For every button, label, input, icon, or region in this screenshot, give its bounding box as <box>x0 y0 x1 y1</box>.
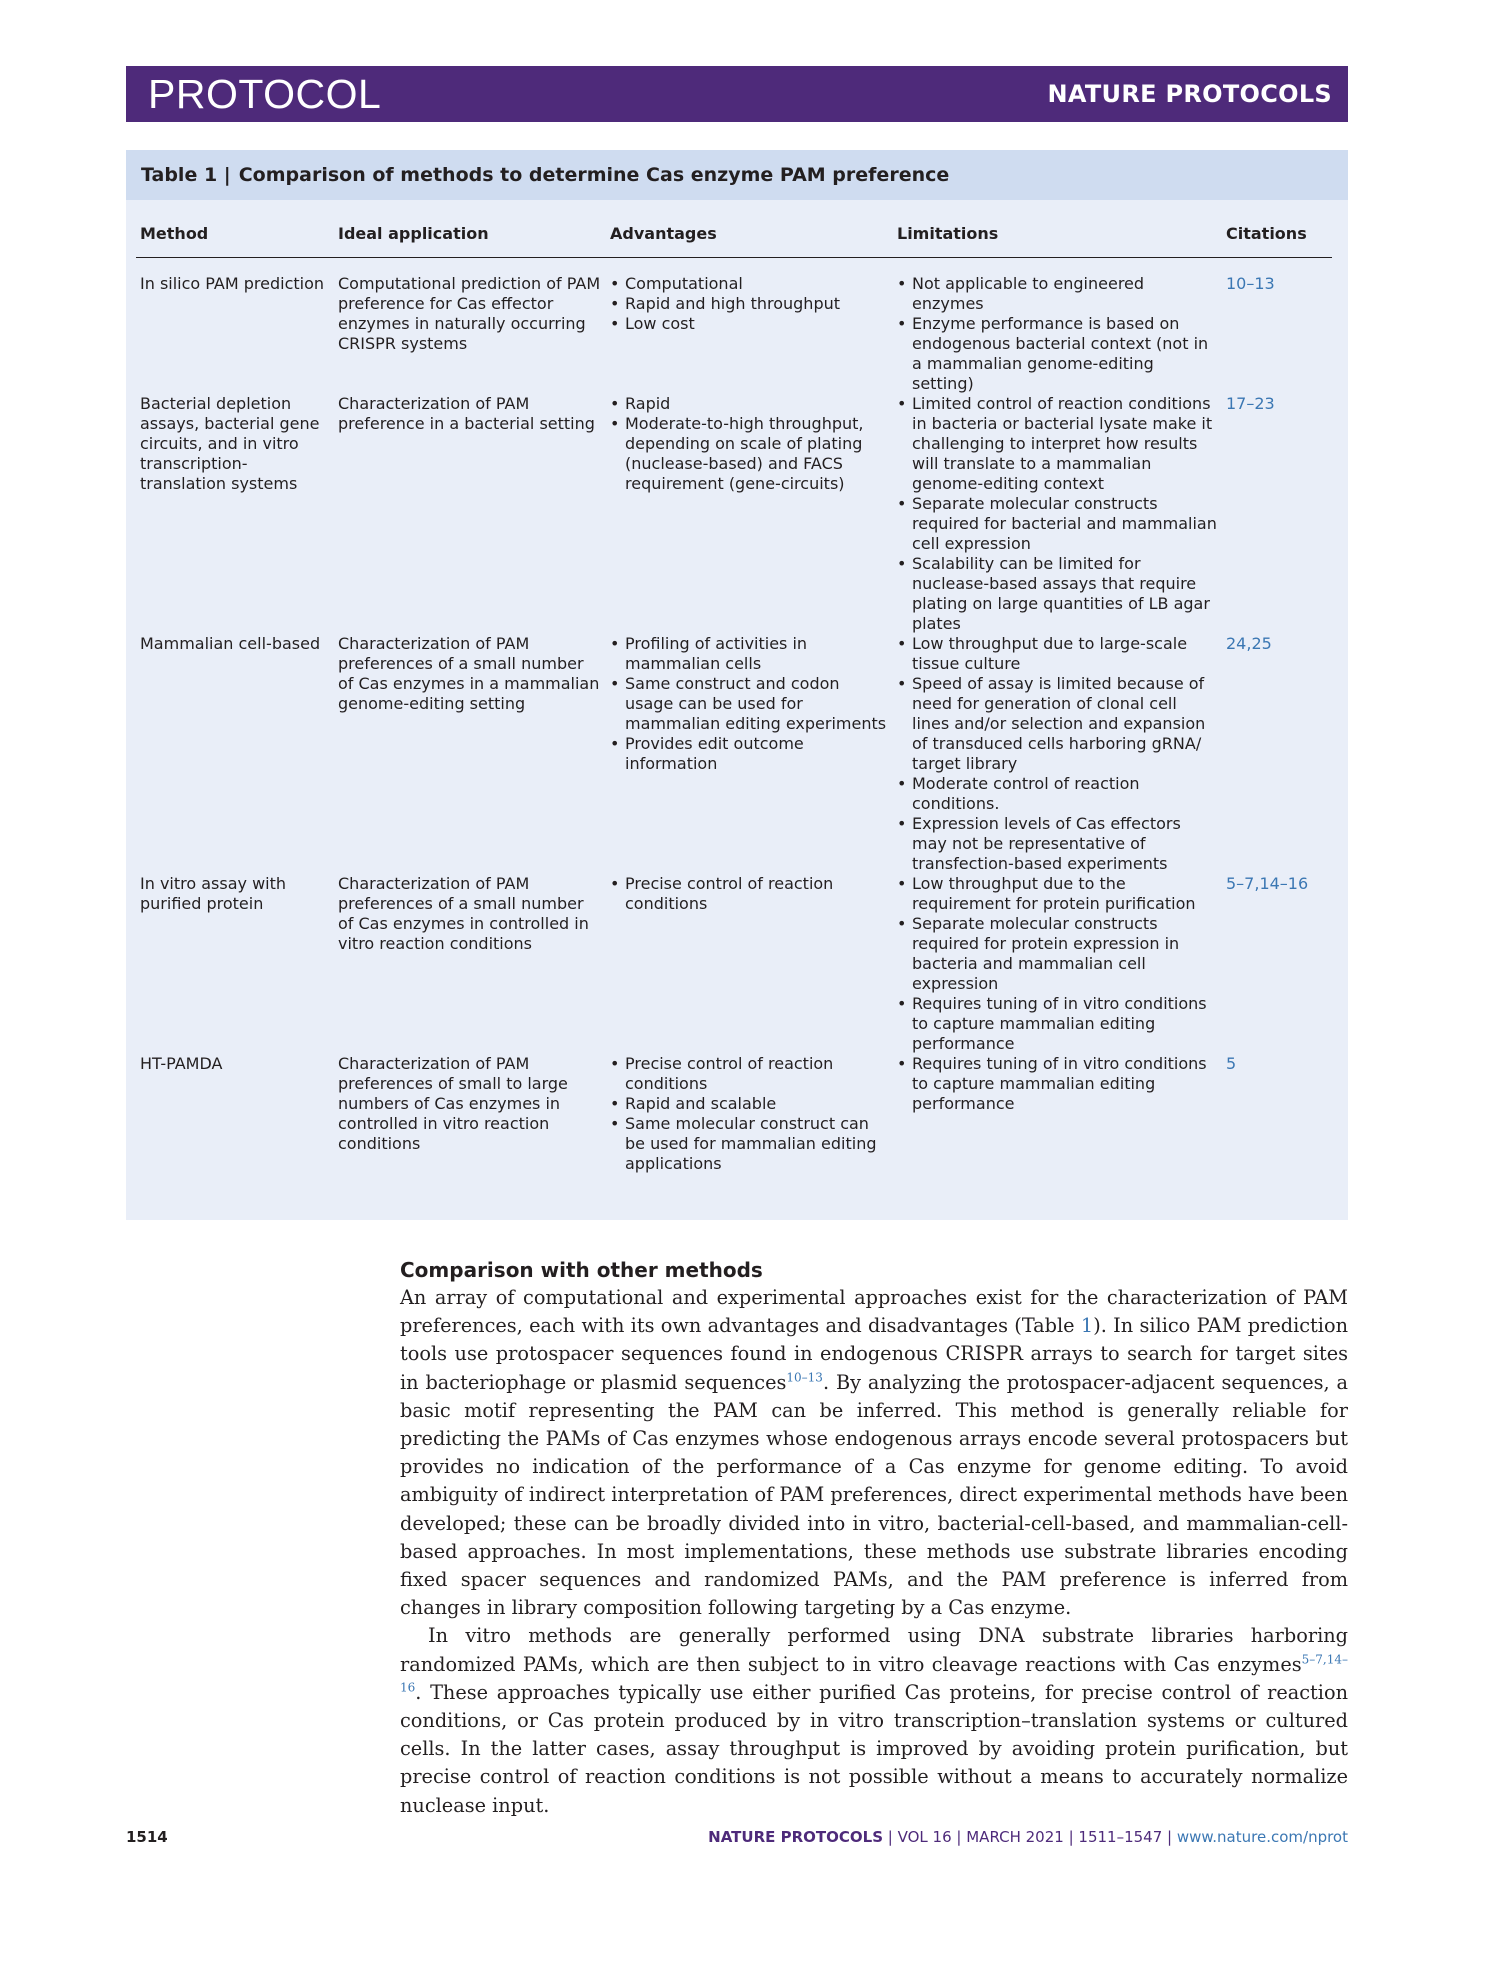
footer-volume: VOL 16 <box>897 1828 952 1846</box>
advantages-cell <box>606 1054 893 1174</box>
advantages-cell <box>606 874 893 1054</box>
limitations-list <box>897 274 1218 394</box>
table-row <box>136 634 1332 874</box>
column-header: Ideal application <box>334 200 606 258</box>
column-header: Citations <box>1222 200 1332 258</box>
bullet-item: • Precise control of reaction conditions <box>610 874 889 914</box>
table-caption-text: Comparison of methods to determine Cas enzyme PAM preference <box>238 164 950 186</box>
limitations-cell <box>893 394 1222 634</box>
text-run: ). In silico PAM prediction tools use protospacer sequences found in endogenous CRISPR arrays to search for target sites in bacteriophage or plasmid sequences <box>400 1314 1348 1394</box>
method-cell: In vitro assay with purified protein <box>140 874 287 913</box>
bullet-item: • Speed of assay is limited because of need for generation of clonal cell lines and/or selection and expansion of transduced cells harboring gRNA/ target library <box>897 674 1218 774</box>
method-cell: Mammalian cell-based <box>140 634 321 653</box>
application-cell: Characterization of PAM preferences of a small number of Cas enzymes in a mammalian genome-editing setting <box>338 634 600 713</box>
table-header-row <box>136 200 1332 258</box>
citation-link[interactable]: 24,25 <box>1226 634 1272 653</box>
footer-sep: | <box>1063 1828 1079 1846</box>
text-run: In vitro methods are generally performed using DNA substrate libraries harboring randomized PAMs, which are then subject to in vitro cleavage reactions with Cas enzymes <box>400 1624 1348 1676</box>
footer-journal: NATURE PROTOCOLS <box>708 1828 884 1846</box>
citation-cell <box>1222 1054 1332 1174</box>
citation-cell <box>1222 394 1332 634</box>
bullet-item: • Limited control of reaction conditions in bacteria or bacterial lysate make it challenging to interpret how results will translate to a mammalian genome-editing context <box>897 394 1218 494</box>
bullet-item: • Precise control of reaction conditions <box>610 1054 889 1094</box>
bullet-item: • Enzyme performance is based on endogenous bacterial context (not in a mammalian genome-editing setting) <box>897 314 1218 394</box>
advantages-list <box>610 274 889 334</box>
footer-citation <box>708 1828 1348 1846</box>
bullet-item: • Same molecular construct can be used for mammalian editing applications <box>610 1114 889 1174</box>
bullet-item: • Separate molecular constructs required for protein expression in bacteria and mammalian cell expression <box>897 914 1218 994</box>
text-run: . These approaches typically use either purified Cas proteins, for precise control of reaction conditions, or Cas protein produced by in vitro transcription–translation systems or cultured cells. In the latter cases, assay throughput is improved by avoiding protein purification, but precise control of reaction conditions is not possible without a means to accurately normalize nuclease input. <box>400 1680 1348 1817</box>
bullet-item: • Provides edit outcome information <box>610 734 889 774</box>
advantages-list <box>610 874 889 914</box>
application-cell: Characterization of PAM preferences of small to large numbers of Cas enzymes in controlled in vitro reaction conditions <box>338 1054 568 1153</box>
bullet-item: • Low cost <box>610 314 889 334</box>
bullet-item: • Computational <box>610 274 889 294</box>
bullet-item: • Scalability can be limited for nuclease-based assays that require plating on large quantities of LB agar plates <box>897 554 1218 634</box>
citation-link[interactable]: 10–13 <box>786 1370 823 1385</box>
footer-sep: | <box>951 1828 967 1846</box>
bullet-item: • Expression levels of Cas effectors may not be representative of transfection-based experiments <box>897 814 1218 874</box>
table-row <box>136 874 1332 1054</box>
citation-link[interactable]: 5 <box>1226 1054 1237 1073</box>
bullet-item: • Rapid and scalable <box>610 1094 889 1114</box>
advantages-list <box>610 394 889 494</box>
citation-cell <box>1222 874 1332 1054</box>
bullet-item: • Moderate-to-high throughput, depending on scale of plating (nuclease-based) and FACS requirement (gene-circuits) <box>610 414 889 494</box>
method-cell: In silico PAM prediction <box>140 274 325 293</box>
footer-url-link[interactable]: www.nature.com/nprot <box>1176 1828 1348 1846</box>
paragraph <box>400 1284 1348 1622</box>
footer-sep: | <box>883 1828 898 1846</box>
footer-date: MARCH 2021 <box>966 1828 1064 1846</box>
limitations-cell <box>893 634 1222 874</box>
footer-pages: 1511–1547 <box>1078 1828 1163 1846</box>
journal-name: NATURE PROTOCOLS <box>1047 80 1332 108</box>
text-run: . By analyzing the protospacer-adjacent sequences, a basic motif representing the PAM can be inferred. This method is generally reliable for predicting the PAMs of Cas enzymes whose endogenous arrays encode several protospacers but provides no indication of the performance of a Cas enzyme for genome editing. To avoid ambiguity of indirect interpretation of PAM preferences, direct experimental methods have been developed; these can be broadly divided into in vitro, bacterial-cell-based, and mammalian-cell-based approaches. In most implementations, these methods use substrate libraries encoding fixed spacer sequences and randomized PAMs, and the PAM preference is inferred from changes in library composition following targeting by a Cas enzyme. <box>400 1370 1348 1620</box>
table-row <box>136 1054 1332 1174</box>
bullet-item: • Rapid <box>610 394 889 414</box>
citation-link[interactable]: 5–7,14–16 <box>1226 874 1309 893</box>
bullet-item: • Same construct and codon usage can be used for mammalian editing experiments <box>610 674 889 734</box>
footer-sep: | <box>1162 1828 1177 1846</box>
advantages-cell <box>606 634 893 874</box>
comparison-table <box>126 150 1348 1220</box>
bullet-item: • Requires tuning of in vitro conditions to capture mammalian editing performance <box>897 994 1218 1054</box>
table-grid <box>136 200 1332 1174</box>
citation-cell <box>1222 634 1332 874</box>
text-run: An array of computational and experimental approaches exist for the characterization of PAM preferences, each with its own advantages and disadvantages (Table <box>400 1286 1348 1338</box>
column-header: Advantages <box>606 200 893 258</box>
application-cell: Computational prediction of PAM preference for Cas effector enzymes in naturally occurring CRISPR systems <box>338 274 601 353</box>
bullet-item: • Rapid and high throughput <box>610 294 889 314</box>
bullet-item: • Low throughput due to large-scale tissue culture <box>897 634 1218 674</box>
citation-link[interactable]: 5–7,14–16 <box>400 1652 1348 1695</box>
bullet-item: • Profiling of activities in mammalian cells <box>610 634 889 674</box>
bullet-item: • Requires tuning of in vitro conditions to capture mammalian editing performance <box>897 1054 1218 1114</box>
limitations-list <box>897 874 1218 1054</box>
citation-cell <box>1222 258 1332 395</box>
page-number: 1514 <box>126 1828 168 1846</box>
section-label: PROTOCOL <box>148 70 382 117</box>
application-cell: Characterization of PAM preferences of a small number of Cas enzymes in controlled in vitro reaction conditions <box>338 874 589 953</box>
application-cell: Characterization of PAM preference in a bacterial setting <box>338 394 595 433</box>
paragraph <box>400 1622 1348 1819</box>
bullet-item: • Low throughput due to the requirement for protein purification <box>897 874 1218 914</box>
body-text <box>400 1256 1348 1820</box>
page-footer <box>126 1828 1348 1852</box>
table-caption <box>126 150 1348 200</box>
section-heading: Comparison with other methods <box>400 1258 763 1282</box>
limitations-list <box>897 1054 1218 1114</box>
table-row <box>136 394 1332 634</box>
table-ref-link[interactable]: 1 <box>1080 1314 1094 1338</box>
citation-link[interactable]: 17–23 <box>1226 394 1275 413</box>
limitations-list <box>897 634 1218 874</box>
method-cell: Bacterial depletion assays, bacterial gene circuits, and in vitro transcription-translation systems <box>140 394 320 493</box>
bullet-item: • Separate molecular constructs required for bacterial and mammalian cell expression <box>897 494 1218 554</box>
bullet-item: • Moderate control of reaction conditions. <box>897 774 1218 814</box>
limitations-cell <box>893 874 1222 1054</box>
limitations-cell <box>893 1054 1222 1174</box>
header-banner <box>126 66 1348 122</box>
table-caption-number: Table 1 | <box>141 164 231 186</box>
limitations-list <box>897 394 1218 634</box>
advantages-cell <box>606 394 893 634</box>
column-header: Method <box>136 200 334 258</box>
table-row <box>136 258 1332 395</box>
advantages-list <box>610 1054 889 1174</box>
advantages-list <box>610 634 889 774</box>
method-cell: HT-PAMDA <box>140 1054 223 1073</box>
bullet-item: • Not applicable to engineered enzymes <box>897 274 1218 314</box>
column-header: Limitations <box>893 200 1222 258</box>
limitations-cell <box>893 258 1222 395</box>
citation-link[interactable]: 10–13 <box>1226 274 1275 293</box>
advantages-cell <box>606 258 893 395</box>
